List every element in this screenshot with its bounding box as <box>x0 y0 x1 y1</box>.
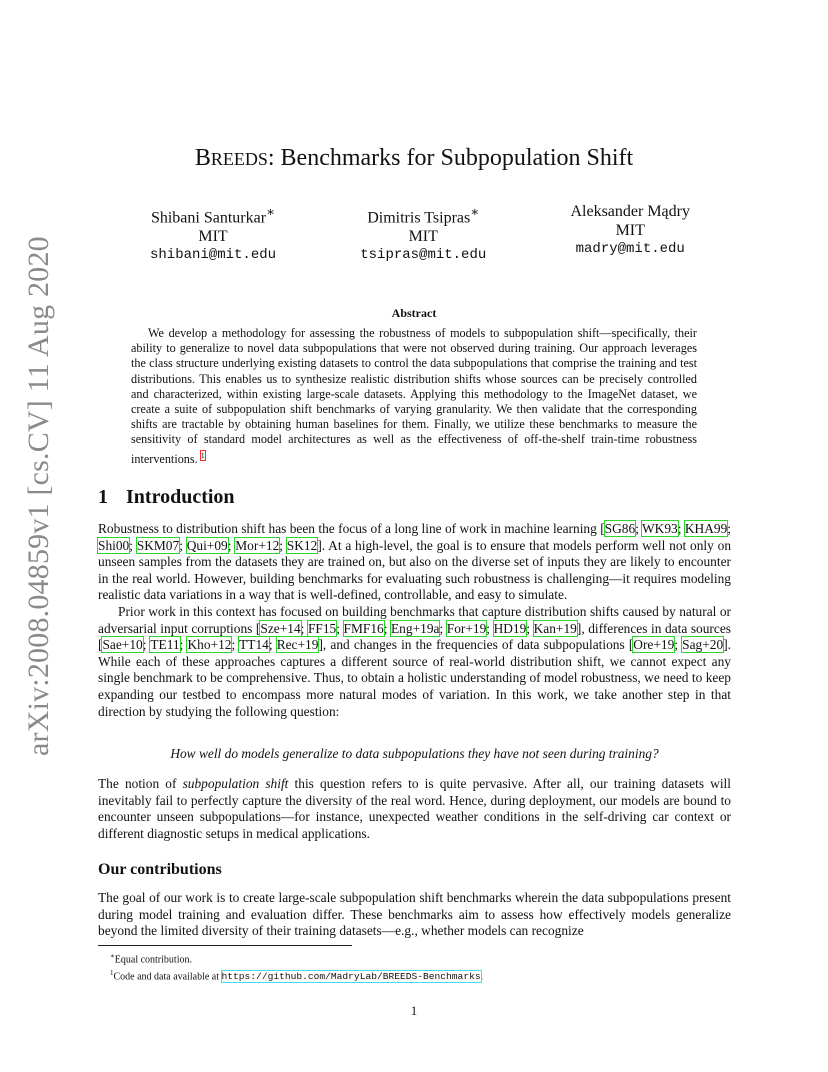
subsection-heading: Our contributions <box>98 861 222 878</box>
author-list <box>150 202 690 265</box>
section-title: Introduction <box>126 486 235 508</box>
citation-link[interactable]: For+19 <box>446 620 487 636</box>
paragraph-text: ]. While each of these approaches captures a different source of real-world distribution shift, we cannot expect any single benchmark to be comprehensive. Thus, to obtain a holistic understanding of model robustness, we need to keep expanding our testbed to encompass more natural modes of variation. In this work, we take another step in that direction by studying the following question: <box>98 637 731 719</box>
footnote-text: . <box>480 971 484 983</box>
citation-link[interactable]: Sae+10 <box>102 637 143 653</box>
equal-contribution-mark: ∗ <box>266 204 276 219</box>
citation-link[interactable]: Kan+19 <box>533 620 577 636</box>
author-block <box>360 202 486 265</box>
footnote-text: Equal contribution. <box>114 954 192 966</box>
author-affiliation: MIT <box>615 222 645 239</box>
paragraph-text: The goal of our work is to create large-scale subpopulation shift benchmarks wherein the data subpopulations present during model training and evaluation differ. These benchmarks aim to assess how effectively models generalize beyond the limited diversity of their training datasets—e.g., whether models can recognize <box>98 890 731 939</box>
abstract-body <box>131 326 697 467</box>
abstract-text: We develop a methodology for assessing the robustness of models to subpopulation shift—specifically, their ability to generalize to novel data subpopulations that were not observed during training. Our approach leverages the class structure underlying existing datasets to control the data subpopulations that comprise the training and test distributions. This enables us to synthesize realistic distribution shifts whose sources can be precisely controlled and characterized, within existing large-scale datasets. Applying this methodology to the ImageNet dataset, we create a suite of subpopulation shift benchmarks of varying granularity. We then validate that the corresponding shifts are tractable by obtaining human baselines for them. Finally, we utilize these benchmarks to measure the sensitivity of standard model architectures as well as the effectiveness of off-the-shelf train-time robustness interventions. <box>131 326 697 466</box>
citation-link[interactable]: Kho+12 <box>187 637 232 653</box>
citation-link[interactable]: Shi00 <box>98 537 130 553</box>
citation-link[interactable]: FF15 <box>307 620 337 636</box>
page-number: 1 <box>410 1003 418 1018</box>
introduction-body-continued <box>98 776 731 842</box>
author-block <box>570 202 690 265</box>
title-initial: B <box>194 145 211 171</box>
citation-link[interactable]: Sze+14 <box>260 620 301 636</box>
paragraph-text: ], differences in data sources [ <box>98 620 731 653</box>
equal-contribution-mark: ∗ <box>470 204 480 219</box>
paragraph-text: this question refers to is quite pervasive. After all, our training datasets will inevitably fail to perfectly capture the diversity of the real word. Hence, during deployment, our models are bound to encounter unseen subpopulations—for instance, unexpected weather conditions in the self-driving car context or different diagnostic setups in medical applications. <box>98 776 731 841</box>
paragraph-text: Robustness to distribution shift has been the focus of a long line of work in machine learning [ <box>98 521 605 536</box>
citation-link[interactable]: KHA99 <box>684 521 728 536</box>
author-email[interactable]: madry@mit.edu <box>575 241 685 257</box>
footnote-link[interactable]: 1 <box>200 450 205 460</box>
citation-link[interactable]: TE11 <box>150 637 180 653</box>
author-name: Dimitris Tsipras <box>367 209 471 227</box>
title-smallcaps: REEDS <box>210 149 268 169</box>
paper-title <box>0 145 828 172</box>
citation-link[interactable]: SG86 <box>604 521 636 536</box>
citation-link[interactable]: Ore+19 <box>633 637 675 653</box>
citation-link[interactable]: Sag+20 <box>682 637 724 653</box>
author-affiliation: MIT <box>198 228 228 246</box>
author-block <box>150 202 276 265</box>
footnote <box>110 950 483 967</box>
citation-link[interactable]: HD19 <box>493 620 527 636</box>
citation-link[interactable]: TT14 <box>239 637 269 653</box>
arxiv-identifier-stamp: arXiv:2008.04859v1 [cs.CV] 11 Aug 2020 <box>22 236 55 756</box>
contributions-body <box>98 890 731 940</box>
author-affiliation: MIT <box>408 228 438 246</box>
author-email[interactable]: tsipras@mit.edu <box>360 247 487 264</box>
footnotes <box>110 950 483 984</box>
citation-link[interactable]: Rec+19 <box>276 637 319 653</box>
paragraph: Robustness to distribution shift has been the focus of a long line of work in machine learning [SG86; WK93; KHA99; Shi00; SKM07; Qui+09; Mor+12; SK12]. At a high-level, the goal is to ensure that models perform well not only on unseen samples from the datasets they are trained on, but also on the diverse set of inputs they are likely to encounter in the real world. However, building benchmarks for evaluating such robustness is challenging—it requires modeling realistic data variations in a way that is well-defined, controllable, and easy to simulate. <box>98 521 732 603</box>
paragraph-text: ], and changes in the frequencies of data subpopulations [ <box>318 637 634 653</box>
paragraph: Prior work in this context has focused on building benchmarks that capture distribution shifts caused by natural or adversarial input corruptions [Sze+14; FF15; FMF16; Eng+19a; For+19; HD19; Kan+19], differences in data sources [Sae+10; TE11; Kho+12; TT14; Rec+19], and changes in the frequencies of data subpopulations [Ore+19; Sag+20]. While each of these approaches captures a different source of real-world distribution shift, we cannot expect any single benchmark to be comprehensive. Thus, to obtain a holistic understanding of model robustness, we need to keep expanding our testbed to encompass more natural modes of variation. In this work, we take another step in that direction by studying the following question: <box>98 603 731 719</box>
author-name: Shibani Santurkar <box>150 209 267 227</box>
footnote-mark: 1 <box>110 968 114 977</box>
abstract-heading: Abstract <box>391 306 437 320</box>
research-question: How well do models generalize to data subpopulations they have not seen during training? <box>170 746 659 761</box>
footnote <box>110 967 483 984</box>
citation-link[interactable]: Mor+12 <box>235 537 280 553</box>
code-url-link[interactable]: https://github.com/MadryLab/BREEDS-Benchmarks <box>221 971 481 983</box>
footnote-mark: ∗ <box>110 952 115 960</box>
paragraph-text: Prior work in this context has focused on building benchmarks that capture distribution shifts caused by natural or adversarial input corruptions [ <box>98 603 731 636</box>
paragraph <box>98 776 731 842</box>
author-name: Aleksander Mądry <box>570 203 690 220</box>
author-email[interactable]: shibani@mit.edu <box>150 247 277 264</box>
citation-link[interactable]: SKM07 <box>136 537 180 553</box>
title-rest: : Benchmarks for Subpopulation Shift <box>267 145 634 171</box>
citation-link[interactable]: FMF16 <box>343 620 384 636</box>
citation-link[interactable]: WK93 <box>642 521 678 536</box>
citation-link[interactable]: Qui+09 <box>186 537 228 553</box>
emphasized-term: subpopulation shift <box>182 776 289 791</box>
citation-link[interactable]: SK12 <box>286 537 318 553</box>
section-heading <box>98 486 235 509</box>
paragraph-text: ]. At a high-level, the goal is to ensure that models perform well not only on unseen samples from the datasets they are trained on, but also on the diverse set of inputs they are likely to encounter in the real world. However, building benchmarks for evaluating such robustness is challenging—it requires modeling realistic data variations in a way that is well-defined, controllable, and easy to simulate. <box>98 537 732 603</box>
section-number: 1 <box>98 486 108 508</box>
footnote-divider <box>98 945 352 946</box>
footnote-text: Code and data available at <box>113 971 222 983</box>
paragraph-text: The notion of <box>98 776 183 791</box>
citation-link[interactable]: Eng+19a <box>391 620 440 636</box>
introduction-body <box>98 521 731 720</box>
